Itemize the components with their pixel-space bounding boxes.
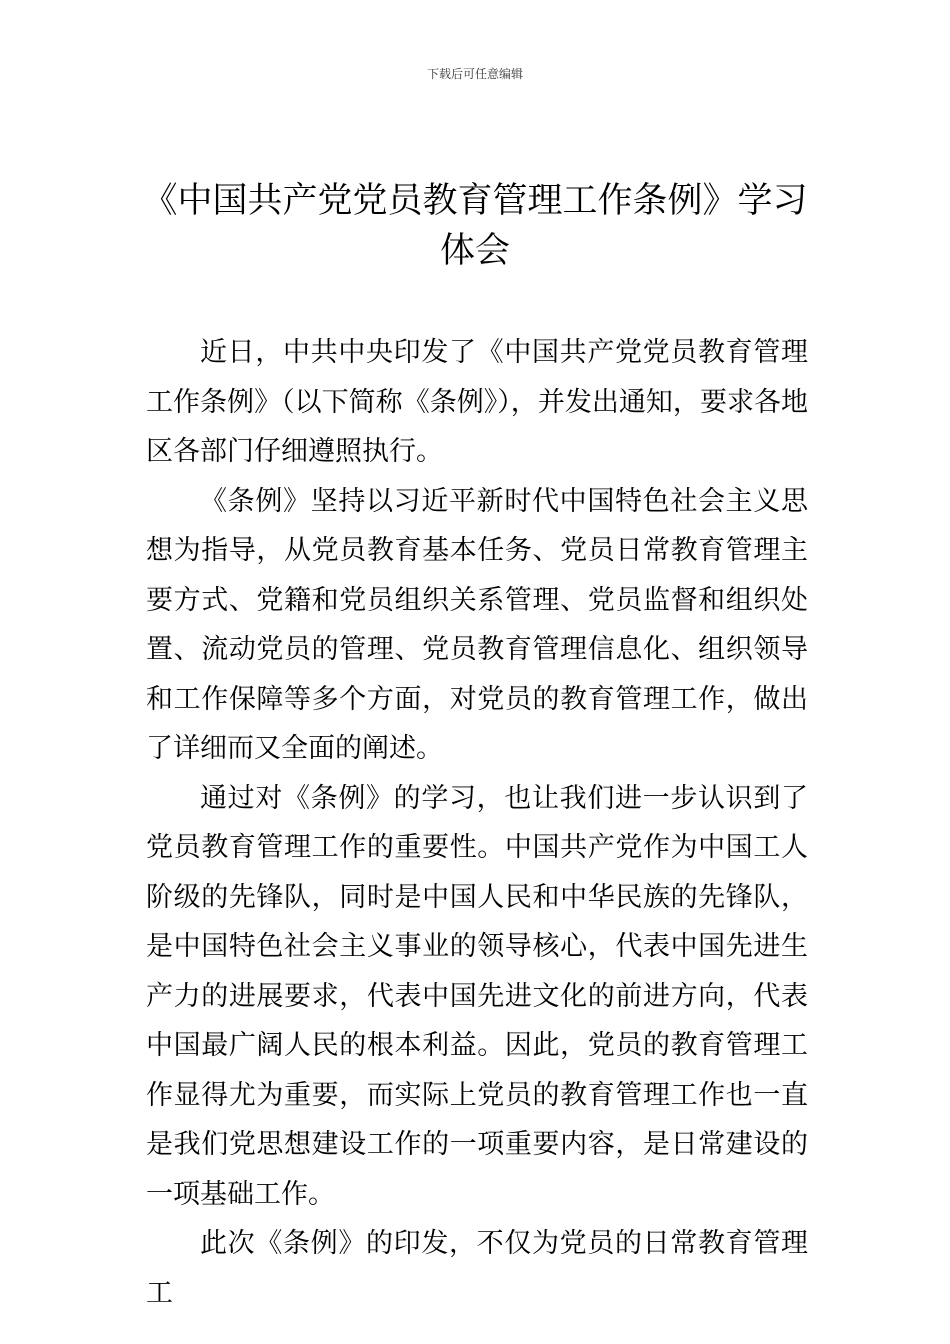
- document-body: [146, 328, 808, 1318]
- paragraph-4: 此次《条例》的印发，不仅为党员的日常教育管理工: [146, 1228, 808, 1309]
- paragraph-2: 《条例》坚持以习近平新时代中国特色社会主义思想为指导，从党员教育基本任务、党员日常教育管理主要方式、党籍和党员组织关系管理、党员监督和组织处置、流动党员的管理、党员教育管理信息化、组织领导和工作保障等多个方面，对党员的教育管理工作，做出了详细而又全面的阐述。: [146, 485, 808, 764]
- document-title: 《中国共产党党员教育管理工作条例》学习体会: [142, 181, 808, 271]
- paragraph-1: 近日，中共中央印发了《中国共产党党员教育管理工作条例》（以下简称《条例》），并发出通知，要求各地区各部门仔细遵照执行。: [146, 337, 808, 467]
- paragraph-3: 通过对《条例》的学习，也让我们进一步认识到了党员教育管理工作的重要性。中国共产党作为中国工人阶级的先锋队，同时是中国人民和中华民族的先锋队，是中国特色社会主义事业的领导核心，代表中国先进生产力的进展要求，代表中国先进文化的前进方向，代表中国最广阔人民的根本利益。因此，党员的教育管理工作显得尤为重要，而实际上党员的教育管理工作也一直是我们党思想建设工作的一项重要内容，是日常建设的一项基础工作。: [146, 782, 808, 1210]
- header-note: 下载后可任意编辑: [426, 67, 523, 81]
